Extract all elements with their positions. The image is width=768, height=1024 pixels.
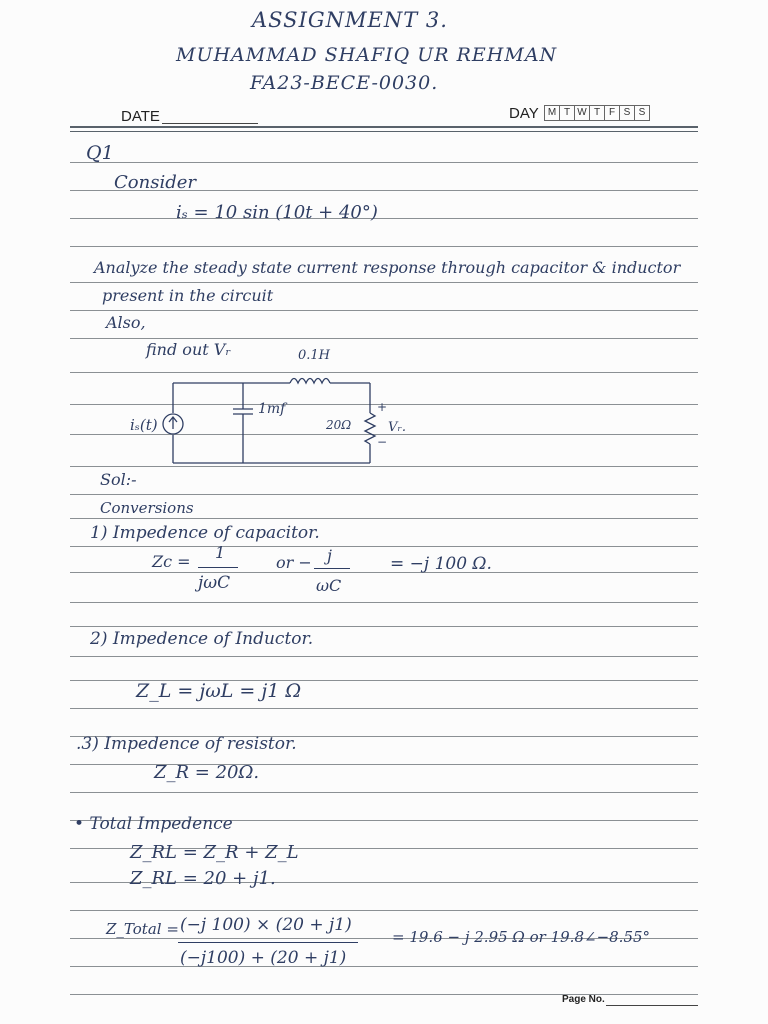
source-equation: iₛ = 10 sin (10t + 40°)	[176, 202, 378, 223]
zc-numerator-2: j	[327, 546, 332, 565]
voltage-label: Vᵣ.	[388, 420, 407, 435]
day-box: M	[544, 105, 560, 121]
day-box: S	[634, 105, 650, 121]
day-box: T	[589, 105, 605, 121]
zc-numerator: 1	[215, 543, 226, 562]
ruled-line	[70, 494, 698, 495]
zr-equation: Z_R = 20Ω.	[154, 762, 260, 783]
analyze-line-2: present in the circuit	[102, 286, 274, 305]
fraction-bar	[314, 568, 350, 569]
consider-text: Consider	[114, 172, 196, 193]
page-number-line	[606, 1005, 698, 1006]
resistor-heading: .3) Impedence of resistor.	[76, 734, 297, 754]
capacitor-heading: 1) Impedence of capacitor.	[90, 523, 320, 543]
ruled-line	[70, 246, 698, 247]
also-text: Also,	[106, 313, 146, 332]
zl-equation: Z_L = jωL = j1 Ω	[136, 680, 302, 702]
date-line	[162, 123, 258, 124]
solution-label: Sol:-	[100, 470, 137, 489]
ruled-line	[70, 518, 698, 519]
ruled-line	[70, 282, 698, 283]
ztotal-result: = 19.6 − j 2.95 Ω or 19.8∠−8.55°	[392, 928, 651, 946]
ruled-line	[70, 656, 698, 657]
inductor-label: 0.1H	[298, 348, 331, 363]
ruled-line	[70, 708, 698, 709]
date-label: DATE	[121, 108, 160, 125]
zrl-equation-2: Z_RL = 20 + j1.	[130, 868, 276, 889]
ruled-line	[70, 626, 698, 627]
ztotal-numerator: (−j 100) × (20 + j1)	[180, 915, 352, 935]
day-box: T	[559, 105, 575, 121]
ruled-line	[70, 602, 698, 603]
conversions-label: Conversions	[100, 499, 194, 517]
day-box: S	[619, 105, 635, 121]
registration-number: FA23-BECE-0030.	[250, 72, 439, 94]
ruled-line	[70, 546, 698, 547]
day-boxes	[545, 105, 650, 121]
plus-sign: +	[377, 400, 388, 414]
day-box: W	[574, 105, 590, 121]
day-box: F	[604, 105, 620, 121]
ruled-line	[70, 162, 698, 163]
resistor-label: 20Ω	[326, 418, 352, 432]
header-rule	[70, 126, 698, 128]
zc-denominator-2: ωC	[316, 576, 342, 595]
zrl-equation-1: Z_RL = Z_R + Z_L	[130, 842, 299, 863]
zc-result: = −j 100 Ω.	[390, 554, 492, 574]
ruled-line	[70, 338, 698, 339]
fraction-bar	[178, 942, 358, 943]
ruled-line	[70, 966, 698, 967]
question-number: Q1	[86, 142, 114, 164]
ruled-line	[70, 910, 698, 911]
minus-sign: −	[377, 435, 388, 449]
total-impedance-heading: • Total Impedence	[74, 814, 233, 834]
student-name: MUHAMMAD SHAFIQ UR REHMAN	[176, 44, 558, 66]
assignment-title: ASSIGNMENT 3.	[252, 8, 448, 32]
header-rule	[70, 131, 698, 132]
ruled-line	[70, 310, 698, 311]
ruled-line	[70, 572, 698, 573]
zc-or: or −	[276, 553, 312, 572]
zc-label: Zc =	[152, 552, 191, 571]
zc-denominator: jωC	[198, 573, 231, 593]
ztotal-denominator: (−j100) + (20 + j1)	[180, 948, 347, 968]
page-number-label: Page No.	[562, 994, 605, 1005]
ruled-line	[70, 792, 698, 793]
ztotal-label: Z_Total =	[106, 920, 179, 938]
capacitor-label: 1mf	[258, 401, 286, 417]
day-label: DAY	[509, 105, 539, 122]
analyze-line-1: Analyze the steady state current response through capacitor & inductor	[94, 258, 681, 277]
source-label: iₛ(t)	[130, 416, 158, 434]
find-text: find out Vᵣ	[146, 340, 231, 359]
fraction-bar	[198, 567, 238, 568]
inductor-heading: 2) Impedence of Inductor.	[90, 629, 314, 649]
ruled-line	[70, 218, 698, 219]
